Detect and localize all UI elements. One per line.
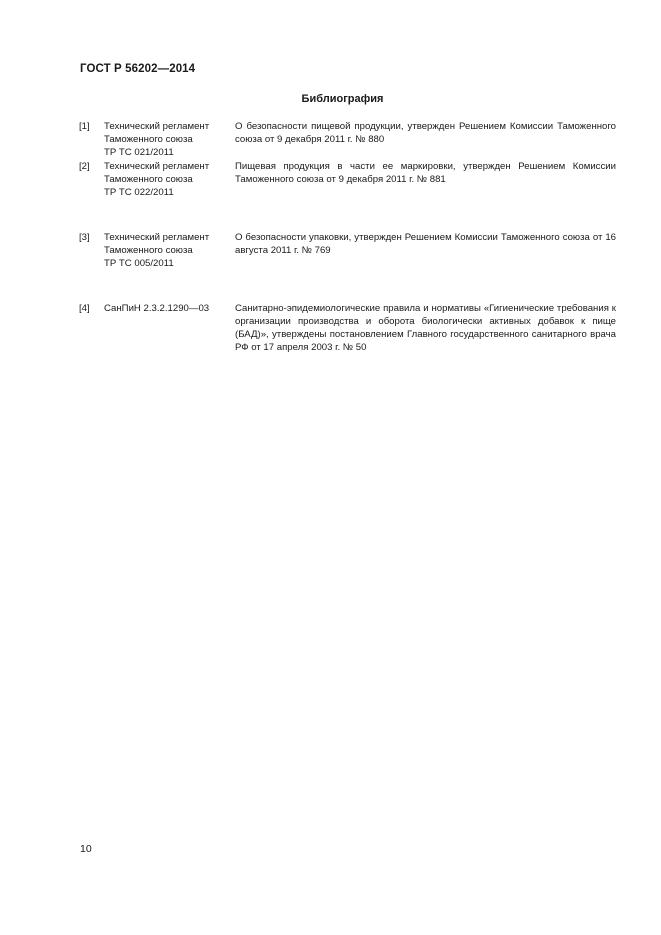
entry-source (104, 160, 228, 199)
document-code: ГОСТ Р 56202—2014 (80, 63, 196, 75)
entry-description: О безопасности пищевой продукции, утвержден Решением Комиссии Таможенного союза от 9 декабря 2011 г. № 880 (235, 121, 616, 145)
entry-source-line: Технический регламент (104, 232, 210, 243)
entry-source-line: СанПиН 2.3.2.1290—03 (104, 303, 210, 314)
entry-source-line: Технический регламент (104, 121, 210, 132)
entry-source (104, 302, 228, 315)
entry-number: [1] (79, 121, 90, 132)
entry-source (104, 120, 228, 159)
entry-source-line: Таможенного союза (104, 245, 193, 256)
entry-source (104, 231, 228, 270)
entry-number: [2] (79, 161, 90, 172)
entry-source-line: ТР ТС 022/2011 (104, 187, 174, 198)
entry-number: [4] (79, 303, 90, 314)
page-number: 10 (80, 843, 92, 855)
entry-source-line: Таможенного союза (104, 174, 193, 185)
entry-description: Пищевая продукция в части ее маркировки, утвержден Решением Комиссии Таможенного союза от 9 декабря 2011 г. № 881 (235, 161, 616, 185)
entry-description: О безопасности упаковки, утвержден Решением Комиссии Таможенного союза от 16 августа 2011 г. № 769 (235, 232, 616, 256)
section-title: Библиография (301, 93, 384, 105)
entry-description: Санитарно-эпидемиологические правила и нормативы «Гигиенические требования к организации производства и оборота биологически активных добавок к пище (БАД)», утверждены постановлением Главного государственного санитарного врача РФ от 17 апреля 2003 г. № 50 (235, 303, 616, 353)
entry-source-line: ТР ТС 021/2011 (104, 147, 174, 158)
entry-source-line: Таможенного союза (104, 134, 193, 145)
entry-source-line: Технический регламент (104, 161, 210, 172)
entry-number: [3] (79, 232, 90, 243)
entry-source-line: ТР ТС 005/2011 (104, 258, 174, 269)
